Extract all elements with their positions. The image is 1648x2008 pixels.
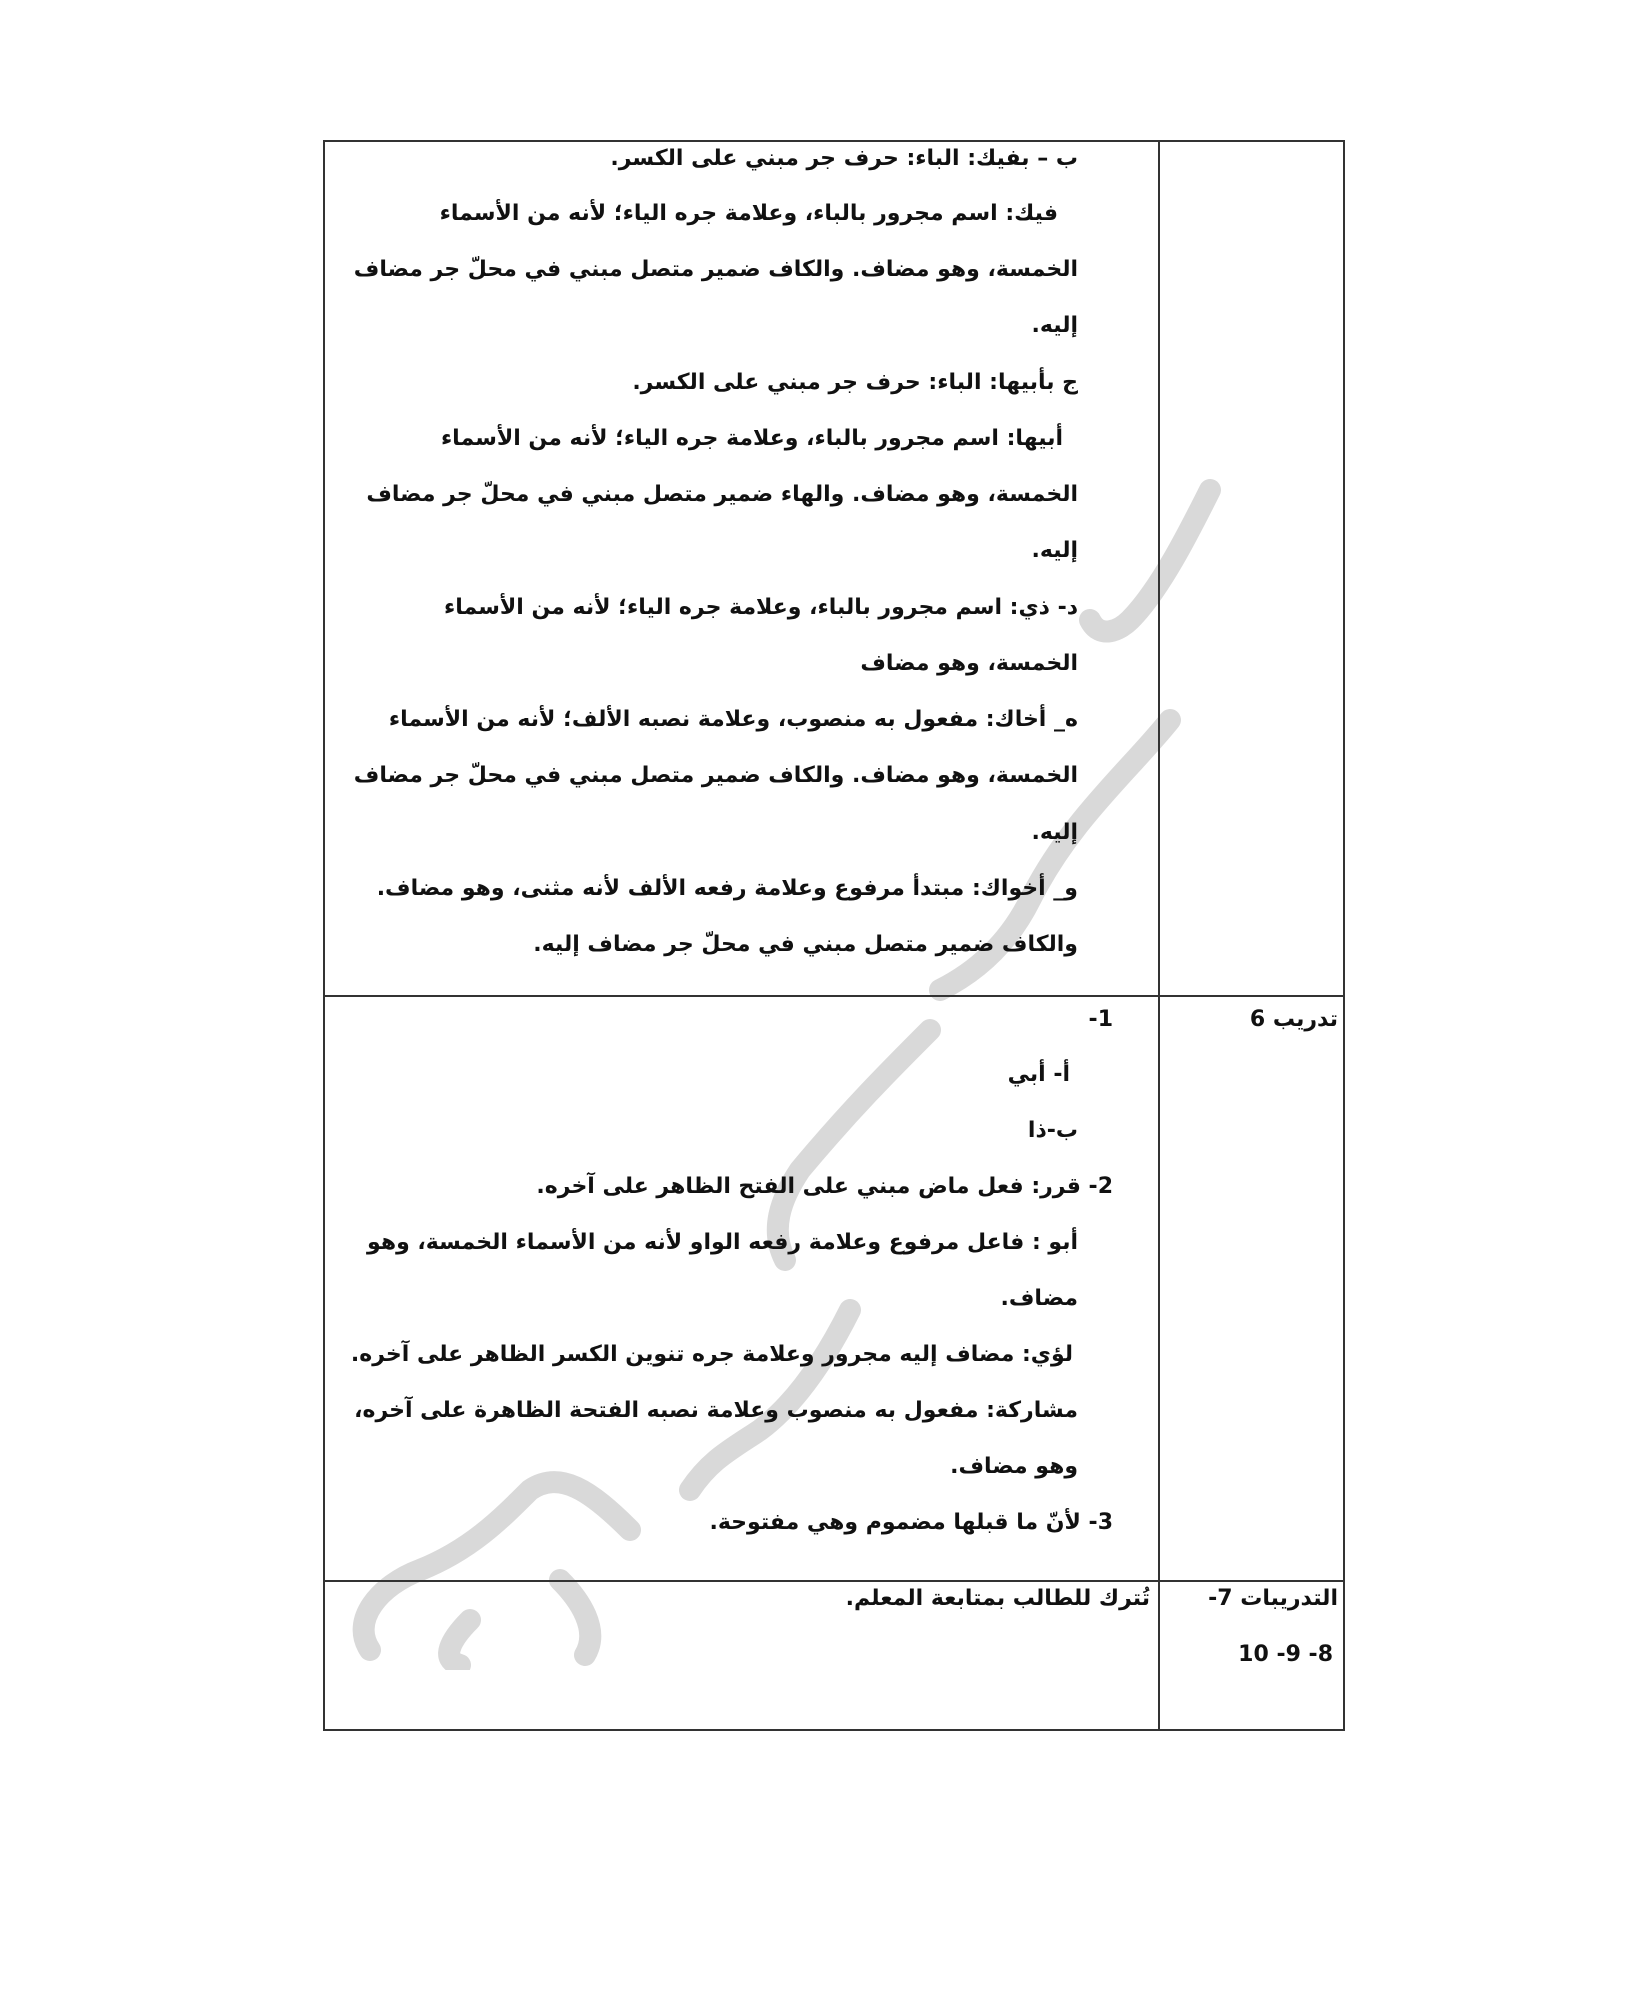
answer-line: إليه. [1031,820,1078,845]
answer-line: ج بأبيها: الباء: حرف جر مبني على الكسر. [632,370,1078,395]
answer-line: 1- [1088,1007,1113,1032]
answer-line: إليه. [1031,538,1078,563]
answer-line: 3- لأنّ ما قبلها مضموم وهي مفتوحة. [709,1510,1113,1535]
answer-line: ب – بفيك: الباء: حرف جر مبني على الكسر. [610,146,1078,171]
answer-line: وهو مضاف. [950,1454,1078,1479]
answer-line: الخمسة، وهو مضاف. والكاف ضمير متصل مبني في محلّ جر مضاف [353,257,1078,282]
answer-line: و_ أخواك: مبتدأ مرفوع وعلامة رفعه الألف لأنه مثنى، وهو مضاف. [376,876,1078,901]
answer-line: أبيها: اسم مجرور بالباء، وعلامة جره الياء؛ لأنه من الأسماء [440,426,1063,451]
answer-line: 2- قرر: فعل ماض مبني على الفتح الظاهر على آخره. [536,1174,1113,1199]
answer-line: ب-ذا [1027,1118,1078,1143]
answer-line: الخمسة، وهو مضاف. والهاء ضمير متصل مبني في محلّ جر مضاف [366,482,1078,507]
answer-line: مشاركة: مفعول به منصوب وعلامة نصبه الفتحة الظاهرة على آخره، [354,1398,1078,1423]
row-divider [325,1580,1343,1582]
answer-line: د- ذي: اسم مجرور بالباء، وعلامة جره الياء؛ لأنه من الأسماء [443,595,1078,620]
column-divider [1158,142,1160,1729]
answer-line: الخمسة، وهو مضاف. والكاف ضمير متصل مبني في محلّ جر مضاف [353,763,1078,788]
row-divider [325,995,1343,997]
exercise-label: تدريب 6 [1249,1007,1338,1032]
answer-line: أبو : فاعل مرفوع وعلامة رفعه الواو لأنه من الأسماء الخمسة، وهو [367,1230,1078,1255]
exercise-label: 8- 9- 10 [1238,1642,1333,1667]
answer-line: الخمسة، وهو مضاف [860,651,1078,676]
answer-line: أ- أبي [1007,1062,1070,1087]
answer-line: والكاف ضمير متصل مبني في محلّ جر مضاف إليه. [533,932,1078,957]
exercise-label: التدريبات 7- [1208,1586,1338,1611]
answer-line: مضاف. [1000,1286,1078,1311]
answer-line: إليه. [1031,313,1078,338]
answer-line: فيك: اسم مجرور بالباء، وعلامة جره الياء؛ لأنه من الأسماء [439,201,1058,226]
answer-line: لؤي: مضاف إليه مجرور وعلامة جره تنوين الكسر الظاهر على آخره. [350,1342,1073,1367]
answer-line: تُترك للطالب بمتابعة المعلم. [845,1586,1150,1611]
answer-line: ه_ أخاك: مفعول به منصوب، وعلامة نصبه الألف؛ لأنه من الأسماء [388,707,1078,732]
